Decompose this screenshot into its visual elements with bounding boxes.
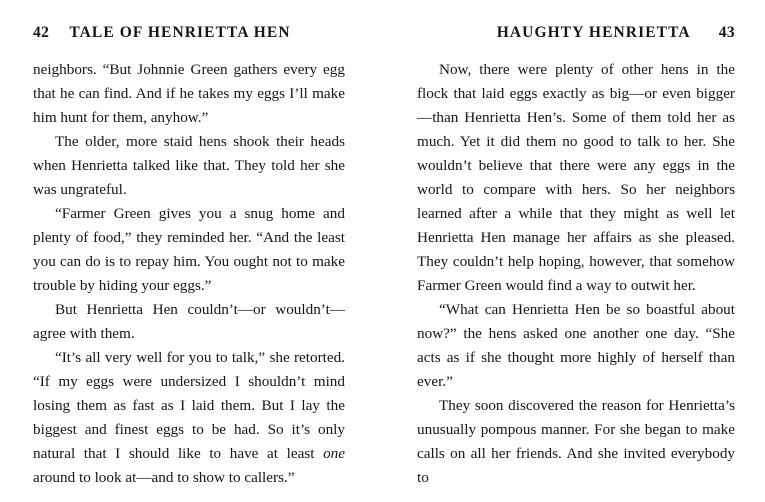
paragraph-tail: around to look at—and to show to callers.” — [33, 469, 295, 486]
recto-page-number: 43 — [718, 24, 735, 41]
paragraph: The older, more staid hens shook their heads when Henrietta talked like that. They told her she was ungrateful. — [33, 133, 345, 198]
verso-running-head — [33, 24, 345, 46]
recto-body-text — [417, 58, 735, 490]
recto-running-head — [417, 24, 735, 46]
paragraph: “Farmer Green gives you a snug home and plenty of food,” they reminded her. “And the least you can do is to repay him. You ought not to make trouble by hiding your eggs.” — [33, 205, 345, 294]
emphasized-word: one — [323, 445, 345, 462]
recto-page — [390, 0, 765, 502]
paragraph: neighbors. “But Johnnie Green gathers every egg that he can find. And if he takes my eggs I’ll make him hunt for them, anyhow.” — [33, 61, 345, 126]
verso-page-number: 42 — [33, 24, 50, 41]
paragraph-lead: “It’s all very well for you to talk,” she retorted. “If my eggs were undersized I shouldn’t mind losing them as fast as I laid them. But I lay the biggest and finest eggs to be had. So it’s only natural that I should like to have at least — [33, 349, 345, 462]
paragraph-with-emphasis — [33, 346, 345, 490]
verso-running-title: TALE OF HENRIETTA HEN — [69, 24, 291, 41]
paragraph: “What can Henrietta Hen be so boastful about now?” the hens asked one another one day. “She acts as if she thought more highly of herself than ever.” — [417, 301, 735, 390]
verso-body-text — [33, 58, 345, 490]
paragraph: But Henrietta Hen couldn’t—or wouldn’t—agree with them. — [33, 301, 345, 342]
paragraph: They soon discovered the reason for Henrietta’s unusually pompous manner. For she began to make calls on all her friends. And she invited everybody to — [417, 397, 735, 486]
recto-running-title: HAUGHTY HENRIETTA — [496, 24, 691, 41]
paragraph: Now, there were plenty of other hens in the flock that laid eggs exactly as big—or even bigger—than Henrietta Hen’s. Some of them told her as much. Yet it did them no good to talk to her. She wouldn’t believe that there were any eggs in the world to compare with hers. So her neighbors learned after a while that they might as well let Henrietta Hen manage her affairs as she pleased. They couldn’t help hoping, however, that somehow Farmer Green would find a way to outwit her. — [417, 61, 735, 294]
